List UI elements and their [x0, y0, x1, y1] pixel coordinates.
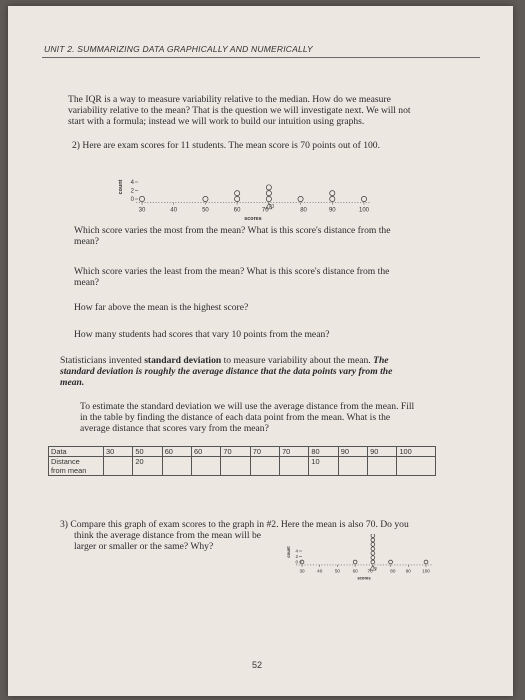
intro-line-2: variability relative to the mean? That is the question we will investigate next. We will not	[68, 105, 411, 116]
x-tick-label: 60	[233, 207, 241, 214]
table-cell-distance[interactable]	[221, 457, 250, 476]
sd-line-3: mean.	[60, 377, 85, 388]
y-tick-label: 0	[130, 197, 134, 204]
x-tick-label: 40	[317, 568, 323, 574]
question-2a-line-1: Which score varies the most from the mean? What is this score's distance from the	[74, 225, 391, 236]
data-point	[371, 556, 375, 560]
data-point	[389, 560, 393, 564]
question-3-line-2: think the average distance from the mean will be	[74, 530, 262, 541]
table-cell-data: 60	[192, 447, 221, 457]
x-tick-label: 30	[138, 207, 146, 214]
table-cell-distance[interactable]	[104, 457, 133, 476]
data-point	[235, 196, 240, 201]
data-point	[371, 560, 375, 564]
x-tick-label: 70	[367, 568, 373, 574]
question-2a-line-2: mean?	[74, 236, 100, 247]
table-cell-distance[interactable]	[250, 457, 279, 476]
data-point	[298, 196, 303, 201]
x-axis-label: scores	[244, 216, 262, 223]
y-tick-label: 2	[295, 554, 298, 560]
intro-line-3: start with a formula; instead we will work to build our intuition using graphs.	[68, 116, 365, 127]
table-cell-data: 100	[397, 447, 436, 457]
table-cell-distance[interactable]: 20	[133, 457, 162, 476]
table-cell-distance[interactable]: 10	[309, 457, 338, 476]
data-point	[266, 191, 271, 196]
data-point	[371, 534, 375, 538]
x-tick-label: 30	[299, 568, 305, 574]
x-tick-label: 100	[358, 207, 370, 214]
question-2b-line-2: mean?	[74, 277, 100, 288]
data-point	[235, 191, 240, 196]
mean-label: 70	[372, 565, 377, 571]
question-2d: How many students had scores that vary 10 points from the mean?	[74, 329, 330, 340]
table-row-data	[49, 447, 436, 457]
data-point	[371, 551, 375, 555]
sd-line-1: Statisticians invented standard deviation to measure variability about the mean. The	[60, 355, 389, 366]
table-cell-data: 60	[162, 447, 191, 457]
x-axis-label: scores	[357, 575, 371, 581]
x-tick-label: 70	[261, 207, 269, 214]
distance-table	[48, 446, 436, 476]
data-point	[330, 196, 335, 201]
x-tick-label: 80	[390, 568, 396, 574]
data-point	[353, 560, 357, 564]
comparison-dotplot	[286, 534, 466, 594]
x-tick-label: 50	[334, 568, 340, 574]
table-row-distance	[49, 457, 436, 476]
question-2b-line-1: Which score varies the least from the mean? What is this score's distance from the	[74, 266, 390, 277]
question-3-line-1: 3) Compare this graph of exam scores to the graph in #2. Here the mean is also 70. Do you	[60, 519, 409, 530]
data-point	[371, 543, 375, 547]
table-label-data: Data	[49, 447, 104, 457]
table-cell-distance[interactable]	[162, 457, 191, 476]
x-tick-label: 60	[352, 568, 358, 574]
table-cell-distance[interactable]	[338, 457, 367, 476]
intro-line-1: The IQR is a way to measure variability relative to the median. How do we measure	[68, 94, 391, 105]
x-tick-label: 100	[422, 568, 430, 574]
x-tick-label: 90	[328, 207, 336, 214]
estimate-line-2: in the table by finding the distance of each data point from the mean. What is the	[80, 412, 391, 423]
data-point	[371, 547, 375, 551]
table-cell-distance[interactable]	[280, 457, 309, 476]
data-point	[361, 196, 366, 201]
estimate-line-1: To estimate the standard deviation we will use the average distance from the mean. Fill	[80, 401, 415, 412]
table-cell-data: 90	[368, 447, 397, 457]
y-axis-label: count	[286, 546, 291, 558]
table-cell-data: 80	[309, 447, 338, 457]
data-point	[203, 196, 208, 201]
y-tick-label: 0	[295, 559, 298, 565]
data-point	[266, 196, 271, 201]
page-number: 52	[252, 660, 263, 670]
y-tick-label: 4	[295, 548, 298, 554]
table-cell-distance[interactable]	[397, 457, 436, 476]
worksheet-page	[8, 6, 513, 696]
x-tick-label: 50	[202, 207, 209, 214]
table-cell-distance[interactable]	[192, 457, 221, 476]
table-cell-data: 50	[133, 447, 162, 457]
table-label-distance: Distance from mean	[49, 457, 104, 476]
data-point	[330, 191, 335, 196]
sd-line-2: standard deviation is roughly the average distance that the data points vary from the	[60, 366, 393, 377]
x-tick-label: 40	[170, 207, 178, 214]
table-cell-data: 70	[250, 447, 279, 457]
unit-header: UNIT 2. SUMMARIZING DATA GRAPHICALLY AND NUMERICALLY	[44, 44, 313, 54]
table-cell-distance[interactable]	[368, 457, 397, 476]
y-tick-label: 4	[130, 180, 134, 187]
table-cell-data: 30	[104, 447, 133, 457]
data-point	[371, 538, 375, 542]
table-cell-data: 90	[338, 447, 367, 457]
data-point	[424, 560, 428, 564]
data-point	[139, 196, 144, 201]
exam-scores-dotplot	[108, 161, 428, 223]
y-tick-label: 2	[130, 188, 134, 195]
header-rule	[42, 57, 480, 58]
x-tick-label: 90	[405, 568, 411, 574]
question-2c: How far above the mean is the highest score?	[74, 302, 249, 313]
y-axis-label: count	[118, 179, 124, 195]
estimate-line-3: average distance that scores vary from the mean?	[80, 423, 269, 434]
x-tick-label: 80	[300, 207, 307, 214]
table-cell-data: 70	[221, 447, 250, 457]
table-cell-data: 70	[280, 447, 309, 457]
mean-label: 70	[268, 204, 275, 211]
data-point	[266, 185, 271, 190]
question-3-line-3: larger or smaller or the same? Why?	[74, 541, 214, 552]
question-2-title: 2) Here are exam scores for 11 students. The mean score is 70 points out of 100.	[72, 140, 380, 151]
